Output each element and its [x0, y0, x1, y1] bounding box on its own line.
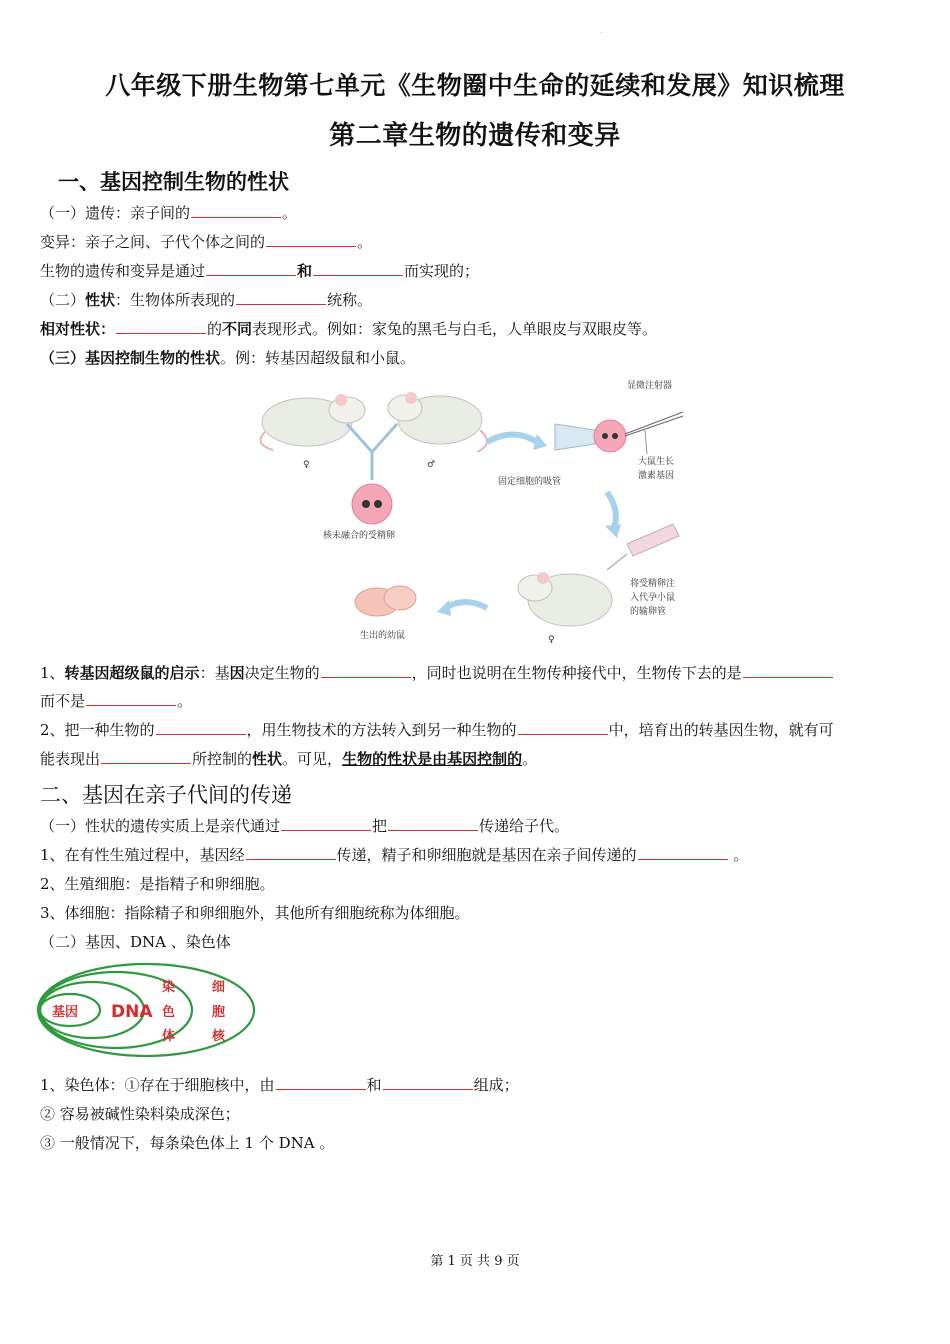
line-gene-dna-chromosome: （二）基因、DNA 、染色体	[40, 933, 231, 951]
inject-label-3: 的输卵管	[630, 607, 667, 617]
transgenic-mouse-figure	[255, 372, 695, 650]
blank[interactable]	[383, 1074, 473, 1090]
line-relative-trait: 相对性状： 的不同表现形式。例如：家兔的黑毛与白毛，人单眼皮与双眼皮等。	[40, 320, 658, 338]
blank[interactable]	[116, 318, 206, 334]
inject-label-2: 入代孕小鼠	[630, 593, 676, 603]
line-germ-cells: 2、生殖细胞：是指精子和卵细胞。	[40, 875, 275, 893]
blank[interactable]	[246, 844, 336, 860]
chapter-title: 第二章生物的遗传和变异	[329, 121, 621, 151]
line-gene-control: （三）基因控制生物的性状。例：转基因超级鼠和小鼠。	[40, 349, 416, 367]
blank[interactable]	[281, 815, 371, 831]
section-2-heading: 二、基因在亲子代间的传递	[40, 783, 292, 807]
syringe-label: 显微注射器	[627, 381, 673, 391]
line-trait: （二）性状：生物体所表现的 统称。	[40, 291, 373, 309]
blank[interactable]	[156, 719, 246, 735]
blank[interactable]	[191, 202, 281, 218]
blank[interactable]	[101, 748, 191, 764]
line-chromosome-1: 1、染色体：①存在于细胞核中，由 和 组成；	[40, 1076, 519, 1094]
line-chromosome-2: ② 容易被碱性染料染成深色；	[40, 1105, 240, 1123]
gene-label-1: 大鼠生长	[638, 457, 675, 467]
gene-dna-chromosome-diagram	[36, 958, 261, 1064]
line-implication-cont: 而不是 。	[40, 692, 193, 710]
female-mouse-icon	[261, 394, 366, 450]
page-footer: 第 1 页 共 9 页	[430, 1254, 520, 1269]
egg-label: 核未融合的受精卵	[323, 531, 396, 541]
male-mouse-icon	[388, 392, 487, 452]
female-symbol: ♀	[303, 460, 310, 470]
venn-dna-label: DNA	[111, 1002, 153, 1022]
blank[interactable]	[388, 815, 478, 831]
venn-nucleus-1: 细	[212, 980, 226, 995]
fertilized-egg-icon	[352, 484, 392, 524]
gene-label-2: 激素基因	[638, 471, 675, 481]
line-mechanism: 生物的遗传和变异是通过 和 而实现的；	[40, 262, 480, 280]
blank[interactable]	[518, 719, 608, 735]
line-somatic-cells: 3、体细胞：指除精子和卵细胞外，其他所有细胞统称为体细胞。	[40, 904, 470, 922]
blank[interactable]	[321, 662, 411, 678]
surrogate-mouse-icon	[518, 572, 612, 626]
venn-nucleus-2: 胞	[212, 1005, 226, 1020]
document-title: 八年级下册生物第七单元《生物圈中生命的延续和发展》知识梳理	[105, 71, 845, 100]
venn-chromo-1: 染	[162, 980, 176, 995]
blank[interactable]	[236, 289, 326, 305]
line-transfer: 2、把一种生物的 ，用生物技术的方法转入到另一种生物的 中，培育出的转基因生物，就有可	[40, 721, 834, 739]
venn-chromo-2: 色	[162, 1005, 176, 1020]
micro-injection-icon	[555, 412, 683, 454]
pipette-label: 固定细胞的吸管	[498, 477, 562, 487]
venn-chromo-3: 体	[162, 1029, 176, 1044]
line-chromosome-3: ③ 一般情况下，每条染色体上 1 个 DNA 。	[40, 1134, 335, 1152]
pups-label: 生出的幼鼠	[360, 631, 406, 641]
blank[interactable]	[276, 1074, 366, 1090]
line-transfer-cont: 能表现出 所控制的性状。可见，生物的性状是由基因控制的。	[40, 750, 538, 768]
blank[interactable]	[206, 260, 296, 276]
blank[interactable]	[313, 260, 403, 276]
female-symbol-2: ♀	[548, 635, 555, 645]
baby-mice-icon	[355, 586, 416, 616]
line-sexual-reproduction: 1、在有性生殖过程中，基因经 传递，精子和卵细胞就是基因在亲子间传递的 。	[40, 846, 749, 864]
section-1-heading: 一、基因控制生物的性状	[58, 170, 289, 194]
venn-nucleus-3: 核	[212, 1029, 226, 1044]
inject-label-1: 将受精卵注	[630, 579, 676, 589]
male-symbol: ♂	[427, 460, 436, 470]
blank[interactable]	[638, 844, 728, 860]
line-heredity: （一）遗传：亲子间的 。	[40, 204, 298, 222]
line-implication: 1、转基因超级鼠的启示：基因决定生物的 ，同时也说明在生物传种接代中，生物传下去的是	[40, 662, 910, 684]
blank[interactable]	[266, 231, 356, 247]
blank[interactable]	[86, 690, 176, 706]
blank[interactable]	[743, 662, 833, 678]
line-variation: 变异：亲子之间、子代个体之间的 。	[40, 233, 373, 251]
line-inheritance-essence: （一）性状的遗传实质上是亲代通过 把 传递给子代。	[40, 817, 570, 835]
venn-gene-label: 基因	[52, 1005, 79, 1020]
document-page: · 八年级下册生物第七单元《生物圈中生命的延续和发展》知识梳理 第二章生物的遗传和变异 一、基因控制生物的性状 （一）遗传：亲子间的 。 变异：亲子之间、子代个体之间的 。 生物的遗传和变异是通过 和 而实现的； （二）性状：生物体所表现的 统称。 相对性状： 的不同表现形式。例如：家兔的黑毛与白毛，人单眼皮与双眼皮等。 （三）基因控制生物的性状。例：转基因超级鼠和小鼠。 ♀ ♂ 核未融合的受精卵 显微注射器 大鼠生长 激素基因 固定细胞的吸管 将受精卵注 入代孕小鼠 的输卵管 ♀ 生出的幼鼠 1、转基因超级鼠的启示：基因决定生物的 ，同时也说明在生物传种接代中，生物传下去的是 而不是 。 2、把一种生物的 ，用生物技术的方法转入到另一种生物的 中，培育出的转基因生物，就有可 能表现出 所控制的性状。可见，生物的性状是由基因控制的。 二、基因在亲子代间的传递 （一）性状的遗传实质上是亲代通过 把 传递给子代。 1、在有性生殖过程中，基因经 传递，精子和卵细胞就是基因在亲子间传递的 。 2、生殖细胞：是指精子和卵细胞。 3、体细胞：指除精子和卵细胞外，其他所有细胞统称为体细胞。 （二）基因、DNA 、染色体 基因 DNA 染 色 体 细 胞 核 1、染色体：①存在于细胞核中，由 和 组成； ② 容易被碱性染料染成深色； ③ 一般情况下，每条染色体上 1 个 DNA 。 第 1 页 共 9 页	[0, 0, 950, 1344]
